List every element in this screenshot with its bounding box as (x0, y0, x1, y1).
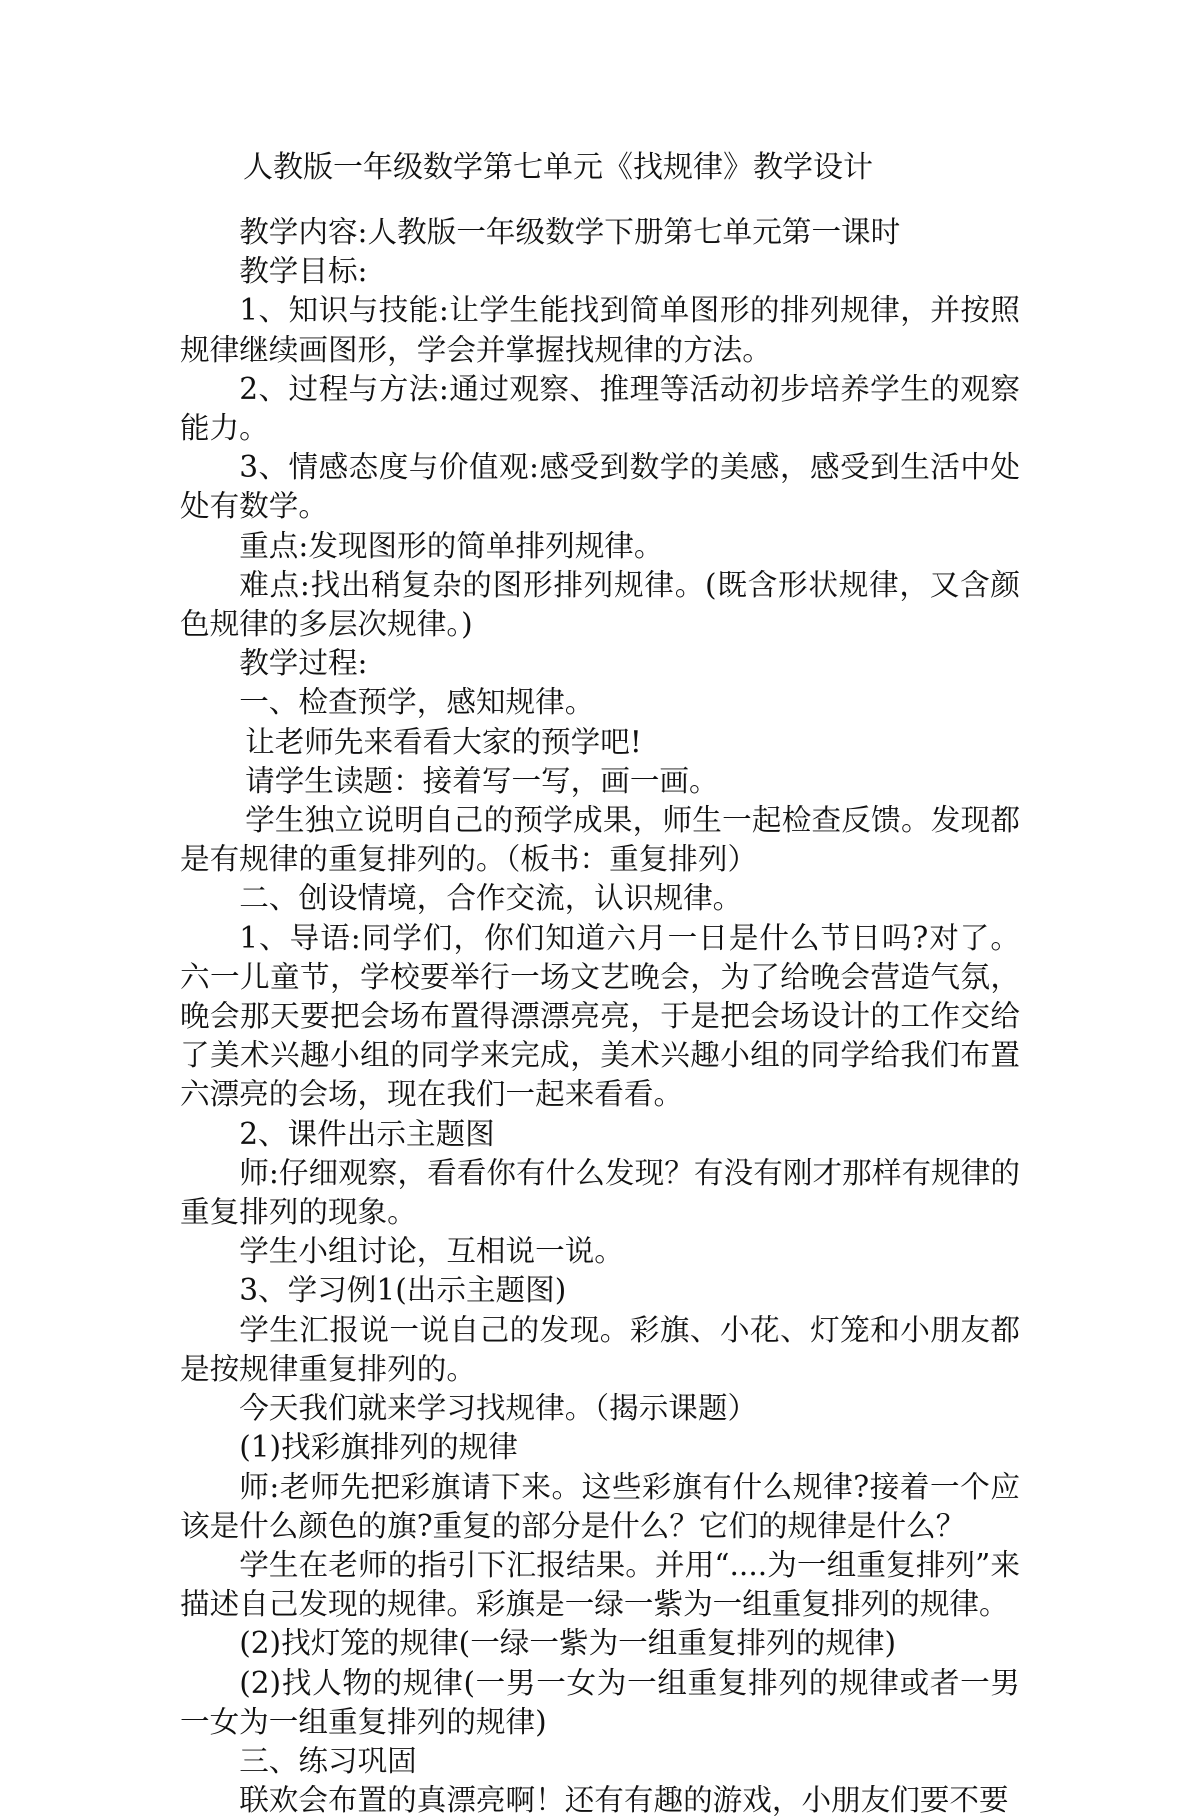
paragraph: 1、导语:同学们，你们知道六月一日是什么节日吗?对了。六一儿童节，学校要举行一场文艺晚会，为了给晚会营造气氛，晚会那天要把会场布置得漂漂亮亮，于是把会场设计的工作交给了美术兴趣小组的同学来完成，美术兴趣小组的同学给我们布置六漂亮的会场，现在我们一起来看看。 (180, 920, 1020, 1112)
difficult-point: 难点:找出稍复杂的图形排列规律。(既含形状规律，又含颜色规律的多层次规律。) (180, 567, 1020, 642)
paragraph: 学生独立说明自己的预学成果，师生一起检查反馈。发现都是有规律的重复排列的。（板书：重复排列） (180, 803, 1020, 877)
goal-knowledge-skills: 1、知识与技能:让学生能找到简单图形的排列规律，并按照规律继续画图形，学会并掌握找规律的方法。 (180, 293, 1020, 367)
section-1-heading: 一、检查预学，感知规律。 (239, 685, 595, 720)
document-body (180, 213, 1020, 1820)
goal-process-method: 2、过程与方法:通过观察、推理等活动初步培养学生的观察能力。 (180, 371, 1020, 446)
section-2-heading: 二、创设情境，合作交流，认识规律。 (239, 881, 743, 916)
paragraph: (2)找灯笼的规律(一绿一紫为一组重复排列的规律) (239, 1626, 897, 1661)
paragraph: 今天我们就来学习找规律。（揭示课题） (239, 1391, 758, 1426)
paragraph: (1)找彩旗排列的规律 (239, 1430, 518, 1465)
paragraph: 2、课件出示主题图 (239, 1116, 495, 1151)
section-3-heading: 三、练习巩固 (239, 1743, 417, 1778)
paragraph: (2)找人物的规律(一男一女为一组重复排列的规律或者一男一女为一组重复排列的规律) (180, 1665, 1020, 1739)
paragraph: 学生小组讨论，互相说一说。 (239, 1234, 624, 1269)
paragraph: 3、学习例1(出示主题图) (239, 1273, 567, 1308)
paragraph: 学生汇报说一说自己的发现。彩旗、小花、灯笼和小朋友都是按规律重复排列的。 (180, 1312, 1020, 1386)
paragraph: 联欢会布置的真漂亮啊！还有有趣的游戏，小朋友们要不要 (239, 1783, 1009, 1818)
paragraph: 让老师先来看看大家的预学吧! (245, 724, 642, 759)
key-point: 重点:发现图形的简单排列规律。 (239, 528, 664, 563)
teaching-content: 教学内容:人教版一年级数学下册第七单元第一课时 (239, 215, 901, 249)
paragraph: 学生在老师的指引下汇报结果。并用“....为一组重复排列”来描述自己发现的规律。彩旗是一绿一紫为一组重复排列的规律。 (180, 1547, 1020, 1622)
paragraph: 请学生读题：接着写一写，画一画。 (245, 763, 719, 798)
document-title: 人教版一年级数学第七单元《找规律》教学设计 (243, 150, 873, 185)
teaching-goals-heading: 教学目标: (239, 254, 368, 289)
paragraph: 师:仔细观察，看看你有什么发现？有没有刚才那样有规律的重复排列的现象。 (180, 1155, 1020, 1230)
teaching-process-heading: 教学过程: (239, 646, 368, 681)
goal-emotion-values: 3、情感态度与价值观:感受到数学的美感，感受到生活中处处有数学。 (180, 450, 1020, 524)
paragraph: 师:老师先把彩旗请下来。这些彩旗有什么规律?接着一个应该是什么颜色的旗?重复的部分是什么？它们的规律是什么？ (180, 1469, 1020, 1543)
